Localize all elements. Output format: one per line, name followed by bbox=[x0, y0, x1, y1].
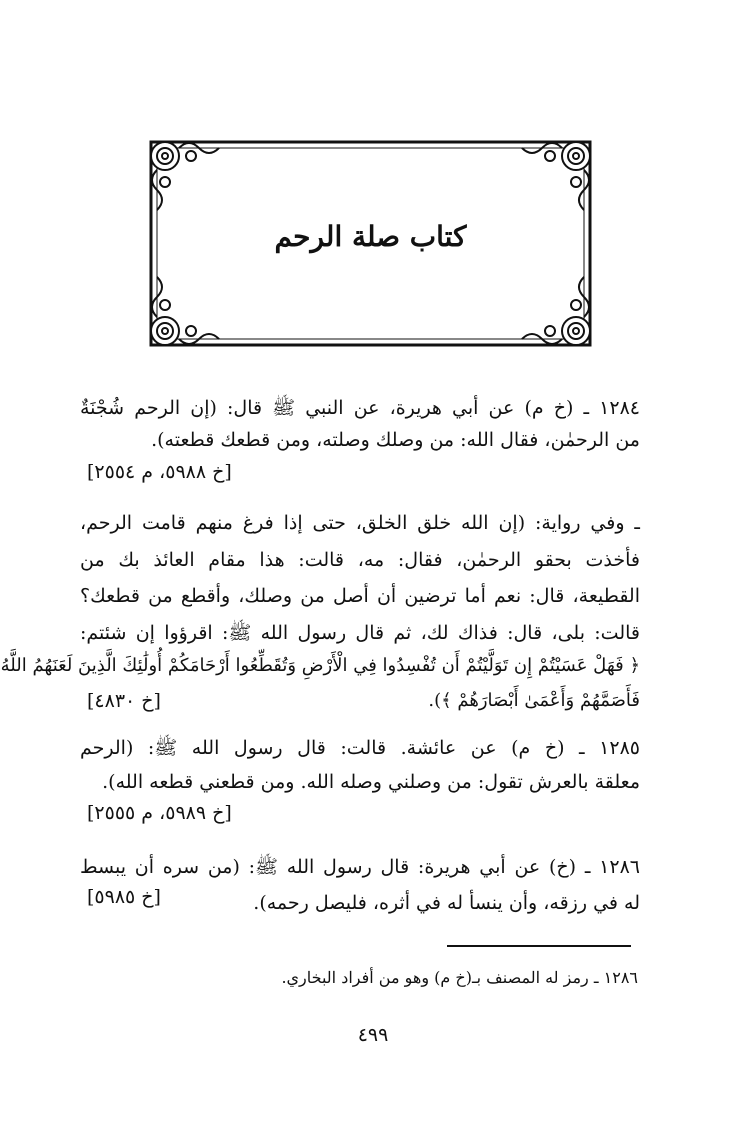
quran-verse-line-1: ﴿ فَهَلْ عَسَيْتُمْ إِن تَوَلَّيْتُمْ أَن تُفْسِدُوا فِي الْأَرْضِ وَتُقَطِّعُوا أَرْحَامَكُمْ أُولَٰئِكَ الَّذِينَ لَعَنَهُمُ اللَّهُ bbox=[0, 655, 640, 676]
hadith-1285-line-1: ١٢٨٥ ـ (خ م) عن عائشة. قالت: قال رسول الله ﷺ: (الرحم bbox=[80, 737, 640, 759]
corner-ornament-top-right bbox=[522, 142, 590, 210]
hadith-1285-reference: [خ ٥٩٨٩، م ٢٥٥٥] bbox=[87, 802, 232, 824]
hadith-1286-reference: [خ ٥٩٨٥] bbox=[87, 886, 161, 908]
chapter-title: كتاب صلة الرحم bbox=[274, 220, 467, 253]
hadith-1286-line-1: ١٢٨٦ ـ (خ) عن أبي هريرة: قال رسول الله ﷺ: (من سره أن يبسط bbox=[80, 856, 640, 878]
corner-ornament-bottom-right bbox=[522, 277, 590, 345]
footnote-divider bbox=[447, 945, 631, 947]
hadith-1284-line-1: ١٢٨٤ ـ (خ م) عن أبي هريرة، عن النبي ﷺ قال: (إن الرحم شُجْنَةٌ bbox=[80, 397, 640, 419]
hadith-1284-reference-2: [خ ٤٨٣٠] bbox=[87, 690, 161, 712]
page-number: ٤٩٩ bbox=[357, 1024, 389, 1046]
chapter-title-frame bbox=[143, 134, 598, 353]
quran-verse-line-2: فَأَصَمَّهُمْ وَأَعْمَىٰ أَبْصَارَهُمْ ﴾). bbox=[428, 690, 640, 711]
hadith-1284-narration-line-3: القطيعة، قال: نعم أما ترضين أن أصل من وصلك، وأقطع من قطعك؟ bbox=[80, 585, 640, 607]
hadith-1284-narration-line-4: قالت: بلى، قال: فذاك لك، ثم قال رسول الله ﷺ: اقرؤوا إن شئتم: bbox=[80, 622, 640, 644]
corner-ornament-top-left bbox=[151, 142, 219, 210]
hadith-1284-reference: [خ ٥٩٨٨، م ٢٥٥٤] bbox=[87, 461, 232, 483]
hadith-1285-line-2: معلقة بالعرش تقول: من وصلني وصله الله. ومن قطعني قطعه الله). bbox=[102, 771, 640, 793]
hadith-1284-narration-line-1: ـ وفي رواية: (إن الله خلق الخلق، حتى إذا فرغ منهم قامت الرحم، bbox=[80, 512, 640, 534]
hadith-1286-line-2: له في رزقه، وأن ينسأ له في أثره، فليصل رحمه). bbox=[253, 892, 640, 914]
hadith-1284-line-2: من الرحمٰن، فقال الله: من وصلك وصلته، ومن قطعك قطعته). bbox=[151, 429, 640, 451]
footnote: ١٢٨٦ ـ رمز له المصنف بـ(خ م) وهو من أفراد البخاري. bbox=[281, 968, 638, 987]
corner-ornament-bottom-left bbox=[151, 277, 219, 345]
hadith-1284-narration-line-2: فأخذت بحقو الرحمٰن، فقال: مه، قالت: هذا مقام العائذ بك من bbox=[80, 549, 640, 571]
